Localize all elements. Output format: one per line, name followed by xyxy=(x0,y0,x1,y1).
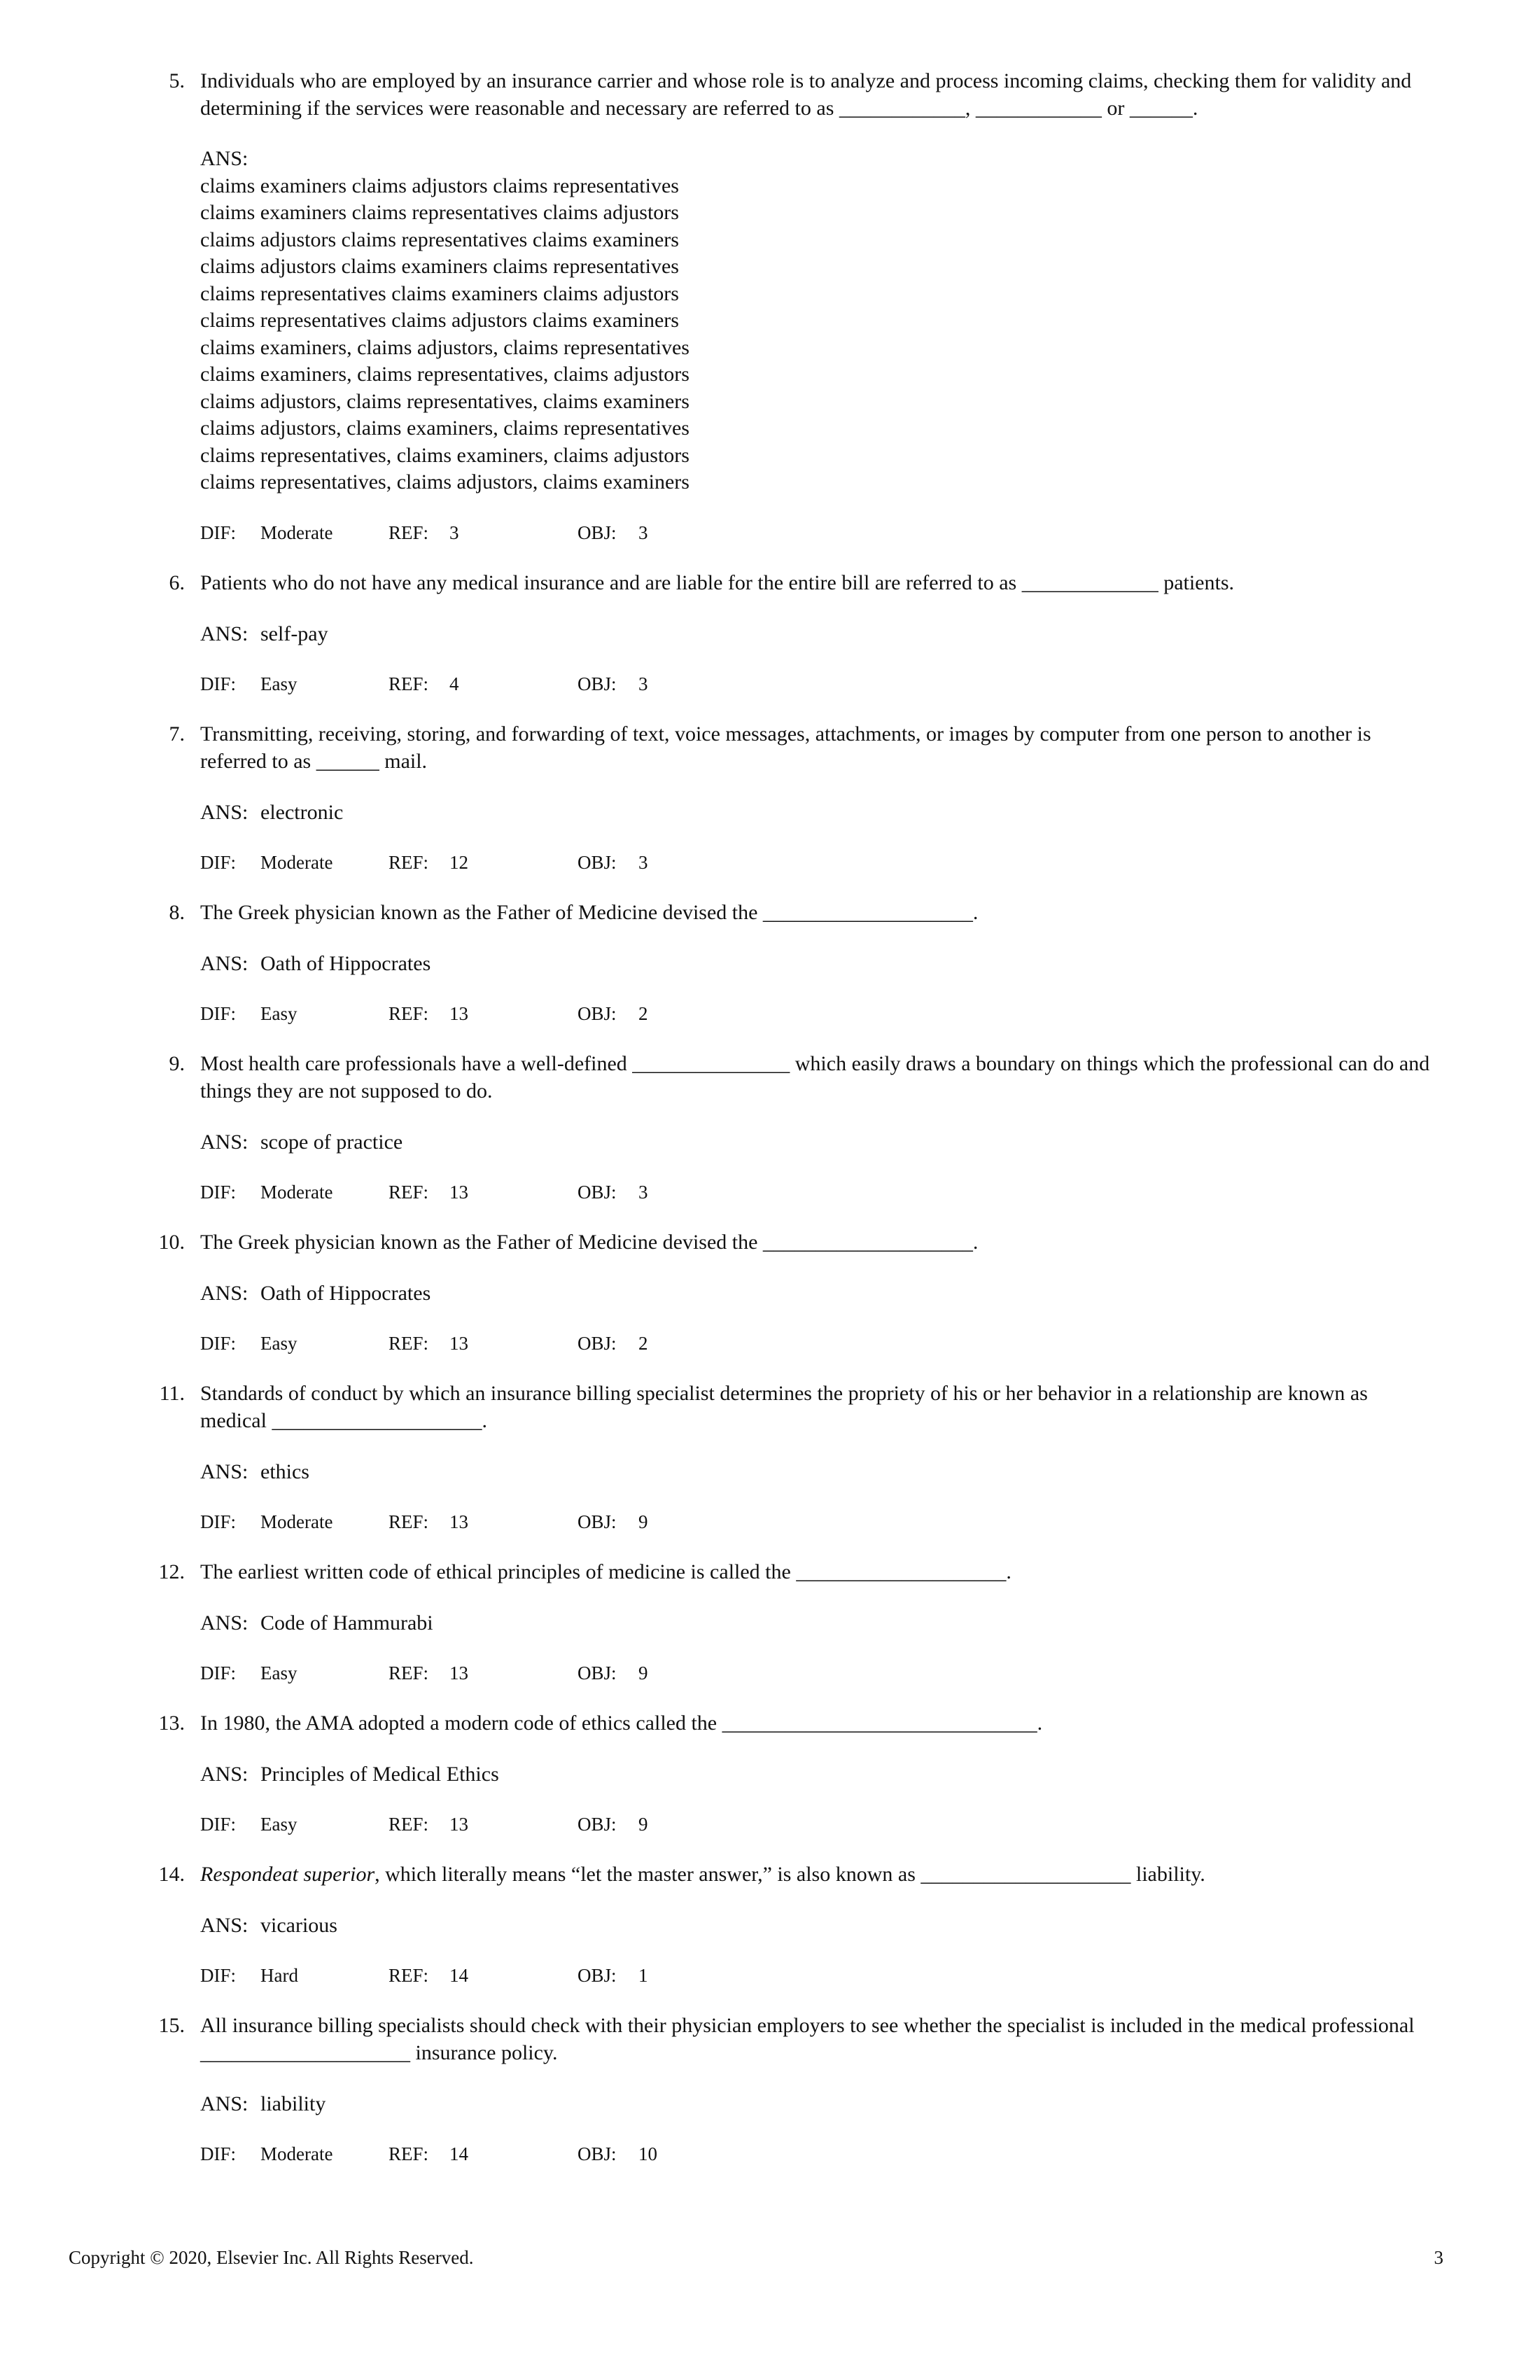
obj-value: 2 xyxy=(638,1332,648,1354)
question-meta xyxy=(0,1331,1540,1356)
obj-value: 1 xyxy=(638,1964,648,1986)
ref-value: 14 xyxy=(449,1964,468,1986)
question-text: Transmitting, receiving, storing, and forwarding of text, voice messages, attachments, or images by computer from one person to another is referred to as ______ mail. xyxy=(200,722,1371,773)
obj-value: 3 xyxy=(638,673,648,694)
answer-label: ANS: xyxy=(200,1281,248,1305)
copyright-notice: Copyright © 2020, Elsevier Inc. All Rights Reserved. xyxy=(69,2247,474,2268)
answer-line: claims representatives, claims examiners, claims adjustors xyxy=(200,443,690,467)
answer-value: Oath of Hippocrates xyxy=(260,1281,431,1305)
answer-label: ANS: xyxy=(200,951,248,975)
answer-label: ANS: xyxy=(200,1611,248,1634)
question-number: 11. xyxy=(159,1381,185,1405)
dif-label: DIF: xyxy=(200,1662,237,1684)
question-text: Most health care professionals have a well-defined _______________ which easily draws a boundary on things which the professional can do and things they are not supposed to do. xyxy=(200,1051,1430,1102)
answer-value: liability xyxy=(260,2092,326,2115)
ref-value: 4 xyxy=(449,673,459,694)
answer-value: vicarious xyxy=(260,1913,337,1937)
dif-value: Easy xyxy=(260,1002,298,1024)
answer-line: claims representatives, claims adjustors, claims examiners xyxy=(200,470,690,493)
ref-label: REF: xyxy=(388,1332,429,1354)
question-meta xyxy=(0,520,1540,545)
dif-value: Easy xyxy=(260,1662,298,1684)
obj-label: OBJ: xyxy=(578,1181,617,1203)
dif-value: Moderate xyxy=(260,2143,333,2164)
answer-line: claims examiners claims representatives claims adjustors xyxy=(200,201,679,224)
answer-value: Code of Hammurabi xyxy=(260,1611,433,1634)
answer-label: ANS: xyxy=(200,1460,248,1483)
question-meta xyxy=(0,1963,1540,1988)
answer-line: claims adjustors, claims examiners, claims representatives xyxy=(200,416,690,440)
answer xyxy=(0,799,1540,826)
dif-label: DIF: xyxy=(200,522,237,543)
ref-value: 13 xyxy=(449,1662,468,1684)
obj-label: OBJ: xyxy=(578,1662,617,1684)
question-meta xyxy=(0,850,1540,875)
answer-label: ANS: xyxy=(200,800,248,824)
answer xyxy=(0,1760,1540,1788)
ref-label: REF: xyxy=(388,1511,429,1532)
question-text: In 1980, the AMA adopted a modern code of ethics called the ______________________________. xyxy=(200,1711,1043,1735)
question-number: 9. xyxy=(169,1051,185,1075)
dif-label: DIF: xyxy=(200,1964,237,1986)
answer-line: claims adjustors claims examiners claims representatives xyxy=(200,255,679,278)
answer xyxy=(0,1609,1540,1637)
ref-label: REF: xyxy=(388,673,429,694)
question-number: 10. xyxy=(158,1230,185,1254)
question-list xyxy=(0,67,1540,2190)
ref-label: REF: xyxy=(388,1002,429,1024)
question-meta xyxy=(0,1660,1540,1686)
answer-value: scope of practice xyxy=(260,1130,403,1154)
answer-line: claims examiners, claims representatives, claims adjustors xyxy=(200,363,690,386)
question-number: 15. xyxy=(158,2013,185,2037)
question-number: 8. xyxy=(169,900,185,924)
answer xyxy=(0,1912,1540,1939)
question-text: Standards of conduct by which an insurance billing specialist determines the propriety of his or her behavior in a relationship are known as medical ____________________. xyxy=(200,1381,1368,1432)
answer-value: self-pay xyxy=(260,622,328,645)
dif-label: DIF: xyxy=(200,2143,237,2164)
obj-label: OBJ: xyxy=(578,1964,617,1986)
dif-value: Easy xyxy=(260,673,298,694)
question-item xyxy=(0,1558,1540,1686)
answer-label: ANS: xyxy=(200,147,248,170)
obj-value: 2 xyxy=(638,1002,648,1024)
dif-value: Hard xyxy=(260,1964,298,1986)
answer xyxy=(0,1128,1540,1156)
ref-label: REF: xyxy=(388,851,429,873)
dif-label: DIF: xyxy=(200,851,237,873)
obj-label: OBJ: xyxy=(578,1002,617,1024)
question-item xyxy=(0,2012,1540,2166)
question-meta xyxy=(0,1180,1540,1205)
obj-value: 9 xyxy=(638,1511,648,1532)
question-text: The Greek physician known as the Father of Medicine devised the ____________________. xyxy=(200,900,979,924)
question-number: 6. xyxy=(169,570,185,594)
ref-label: REF: xyxy=(388,1813,429,1835)
ref-value: 14 xyxy=(449,2143,468,2164)
obj-label: OBJ: xyxy=(578,851,617,873)
answer-label: ANS: xyxy=(200,1130,248,1154)
answer xyxy=(0,620,1540,648)
question-text: Individuals who are employed by an insurance carrier and whose role is to analyze and process incoming claims, checking them for validity and determining if the services were reasonable and necessary are referred to as ____________, ____________ or ______. xyxy=(200,69,1412,120)
obj-label: OBJ: xyxy=(578,522,617,543)
question-item xyxy=(0,1228,1540,1356)
question-number: 13. xyxy=(158,1711,185,1735)
question-item xyxy=(0,67,1540,545)
ref-value: 13 xyxy=(449,1511,468,1532)
dif-value: Moderate xyxy=(260,1181,333,1203)
answer-label: ANS: xyxy=(200,1913,248,1937)
ref-label: REF: xyxy=(388,1181,429,1203)
answer-value: Principles of Medical Ethics xyxy=(260,1762,499,1786)
question-item xyxy=(0,1709,1540,1837)
ref-value: 13 xyxy=(449,1332,468,1354)
answer-line: claims examiners, claims adjustors, claims representatives xyxy=(200,335,690,359)
question-meta xyxy=(0,2141,1540,2166)
answer-value: Oath of Hippocrates xyxy=(260,951,431,975)
ref-label: REF: xyxy=(388,522,429,543)
question-meta xyxy=(0,1001,1540,1026)
dif-value: Easy xyxy=(260,1813,298,1835)
dif-value: Moderate xyxy=(260,522,333,543)
question-text xyxy=(200,1861,1435,1888)
question-text: The earliest written code of ethical principles of medicine is called the ____________________. xyxy=(200,1560,1011,1583)
obj-label: OBJ: xyxy=(578,2143,617,2164)
obj-value: 9 xyxy=(638,1813,648,1835)
answer xyxy=(0,2090,1540,2118)
dif-label: DIF: xyxy=(200,1511,237,1532)
question-item xyxy=(0,720,1540,875)
question-item xyxy=(0,899,1540,1026)
answer-value: ethics xyxy=(260,1460,309,1483)
answer-value: electronic xyxy=(260,800,344,824)
answer xyxy=(0,1458,1540,1485)
question-meta xyxy=(0,671,1540,696)
answer-label: ANS: xyxy=(200,2092,248,2115)
question-item xyxy=(0,1380,1540,1534)
ref-value: 3 xyxy=(449,522,459,543)
answer xyxy=(0,1280,1540,1307)
page-number: 3 xyxy=(1434,2247,1443,2268)
obj-label: OBJ: xyxy=(578,1511,617,1532)
question-number: 12. xyxy=(158,1560,185,1583)
dif-label: DIF: xyxy=(200,1332,237,1354)
dif-value: Moderate xyxy=(260,1511,333,1532)
answer-line: claims representatives claims adjustors claims examiners xyxy=(200,309,679,332)
answer-label: ANS: xyxy=(200,1762,248,1786)
ref-value: 13 xyxy=(449,1813,468,1835)
ref-value: 13 xyxy=(449,1002,468,1024)
dif-label: DIF: xyxy=(200,1181,237,1203)
ref-value: 12 xyxy=(449,851,468,873)
obj-value: 9 xyxy=(638,1662,648,1684)
ref-value: 13 xyxy=(449,1181,468,1203)
dif-label: DIF: xyxy=(200,1813,237,1835)
answer-line: claims adjustors, claims representatives, claims examiners xyxy=(200,389,690,413)
question-text-rest: , which literally means “let the master answer,” is also known as ____________________ liability. xyxy=(374,1862,1205,1886)
answer xyxy=(0,950,1540,977)
dif-label: DIF: xyxy=(200,673,237,694)
dif-value: Easy xyxy=(260,1332,298,1354)
obj-value: 3 xyxy=(638,851,648,873)
question-meta xyxy=(0,1812,1540,1837)
obj-label: OBJ: xyxy=(578,1332,617,1354)
italic-term: Respondeat superior xyxy=(200,1862,375,1886)
question-number: 5. xyxy=(169,69,185,92)
question-number: 7. xyxy=(169,722,185,746)
obj-label: OBJ: xyxy=(578,1813,617,1835)
question-number: 14. xyxy=(158,1862,185,1886)
obj-value: 10 xyxy=(638,2143,657,2164)
ref-label: REF: xyxy=(388,1662,429,1684)
dif-value: Moderate xyxy=(260,851,333,873)
obj-label: OBJ: xyxy=(578,673,617,694)
question-item xyxy=(0,1050,1540,1205)
question-item xyxy=(0,569,1540,696)
question-text: All insurance billing specialists should check with their physician employers to see whether the specialist is included in the medical professional ____________________ insurance policy. xyxy=(200,2013,1415,2064)
ref-label: REF: xyxy=(388,2143,429,2164)
obj-value: 3 xyxy=(638,522,648,543)
question-text: Patients who do not have any medical insurance and are liable for the entire bill are referred to as _____________ patients. xyxy=(200,570,1235,594)
question-item xyxy=(0,1861,1540,1988)
dif-label: DIF: xyxy=(200,1002,237,1024)
ref-label: REF: xyxy=(388,1964,429,1986)
question-meta xyxy=(0,1509,1540,1534)
question-text: The Greek physician known as the Father of Medicine devised the ____________________. xyxy=(200,1230,979,1254)
answer-line: claims representatives claims examiners claims adjustors xyxy=(200,281,679,305)
obj-value: 3 xyxy=(638,1181,648,1203)
answer-line: claims adjustors claims representatives claims examiners xyxy=(200,227,679,251)
answer-line: claims examiners claims adjustors claims representatives xyxy=(200,174,679,197)
answer-label: ANS: xyxy=(200,622,248,645)
